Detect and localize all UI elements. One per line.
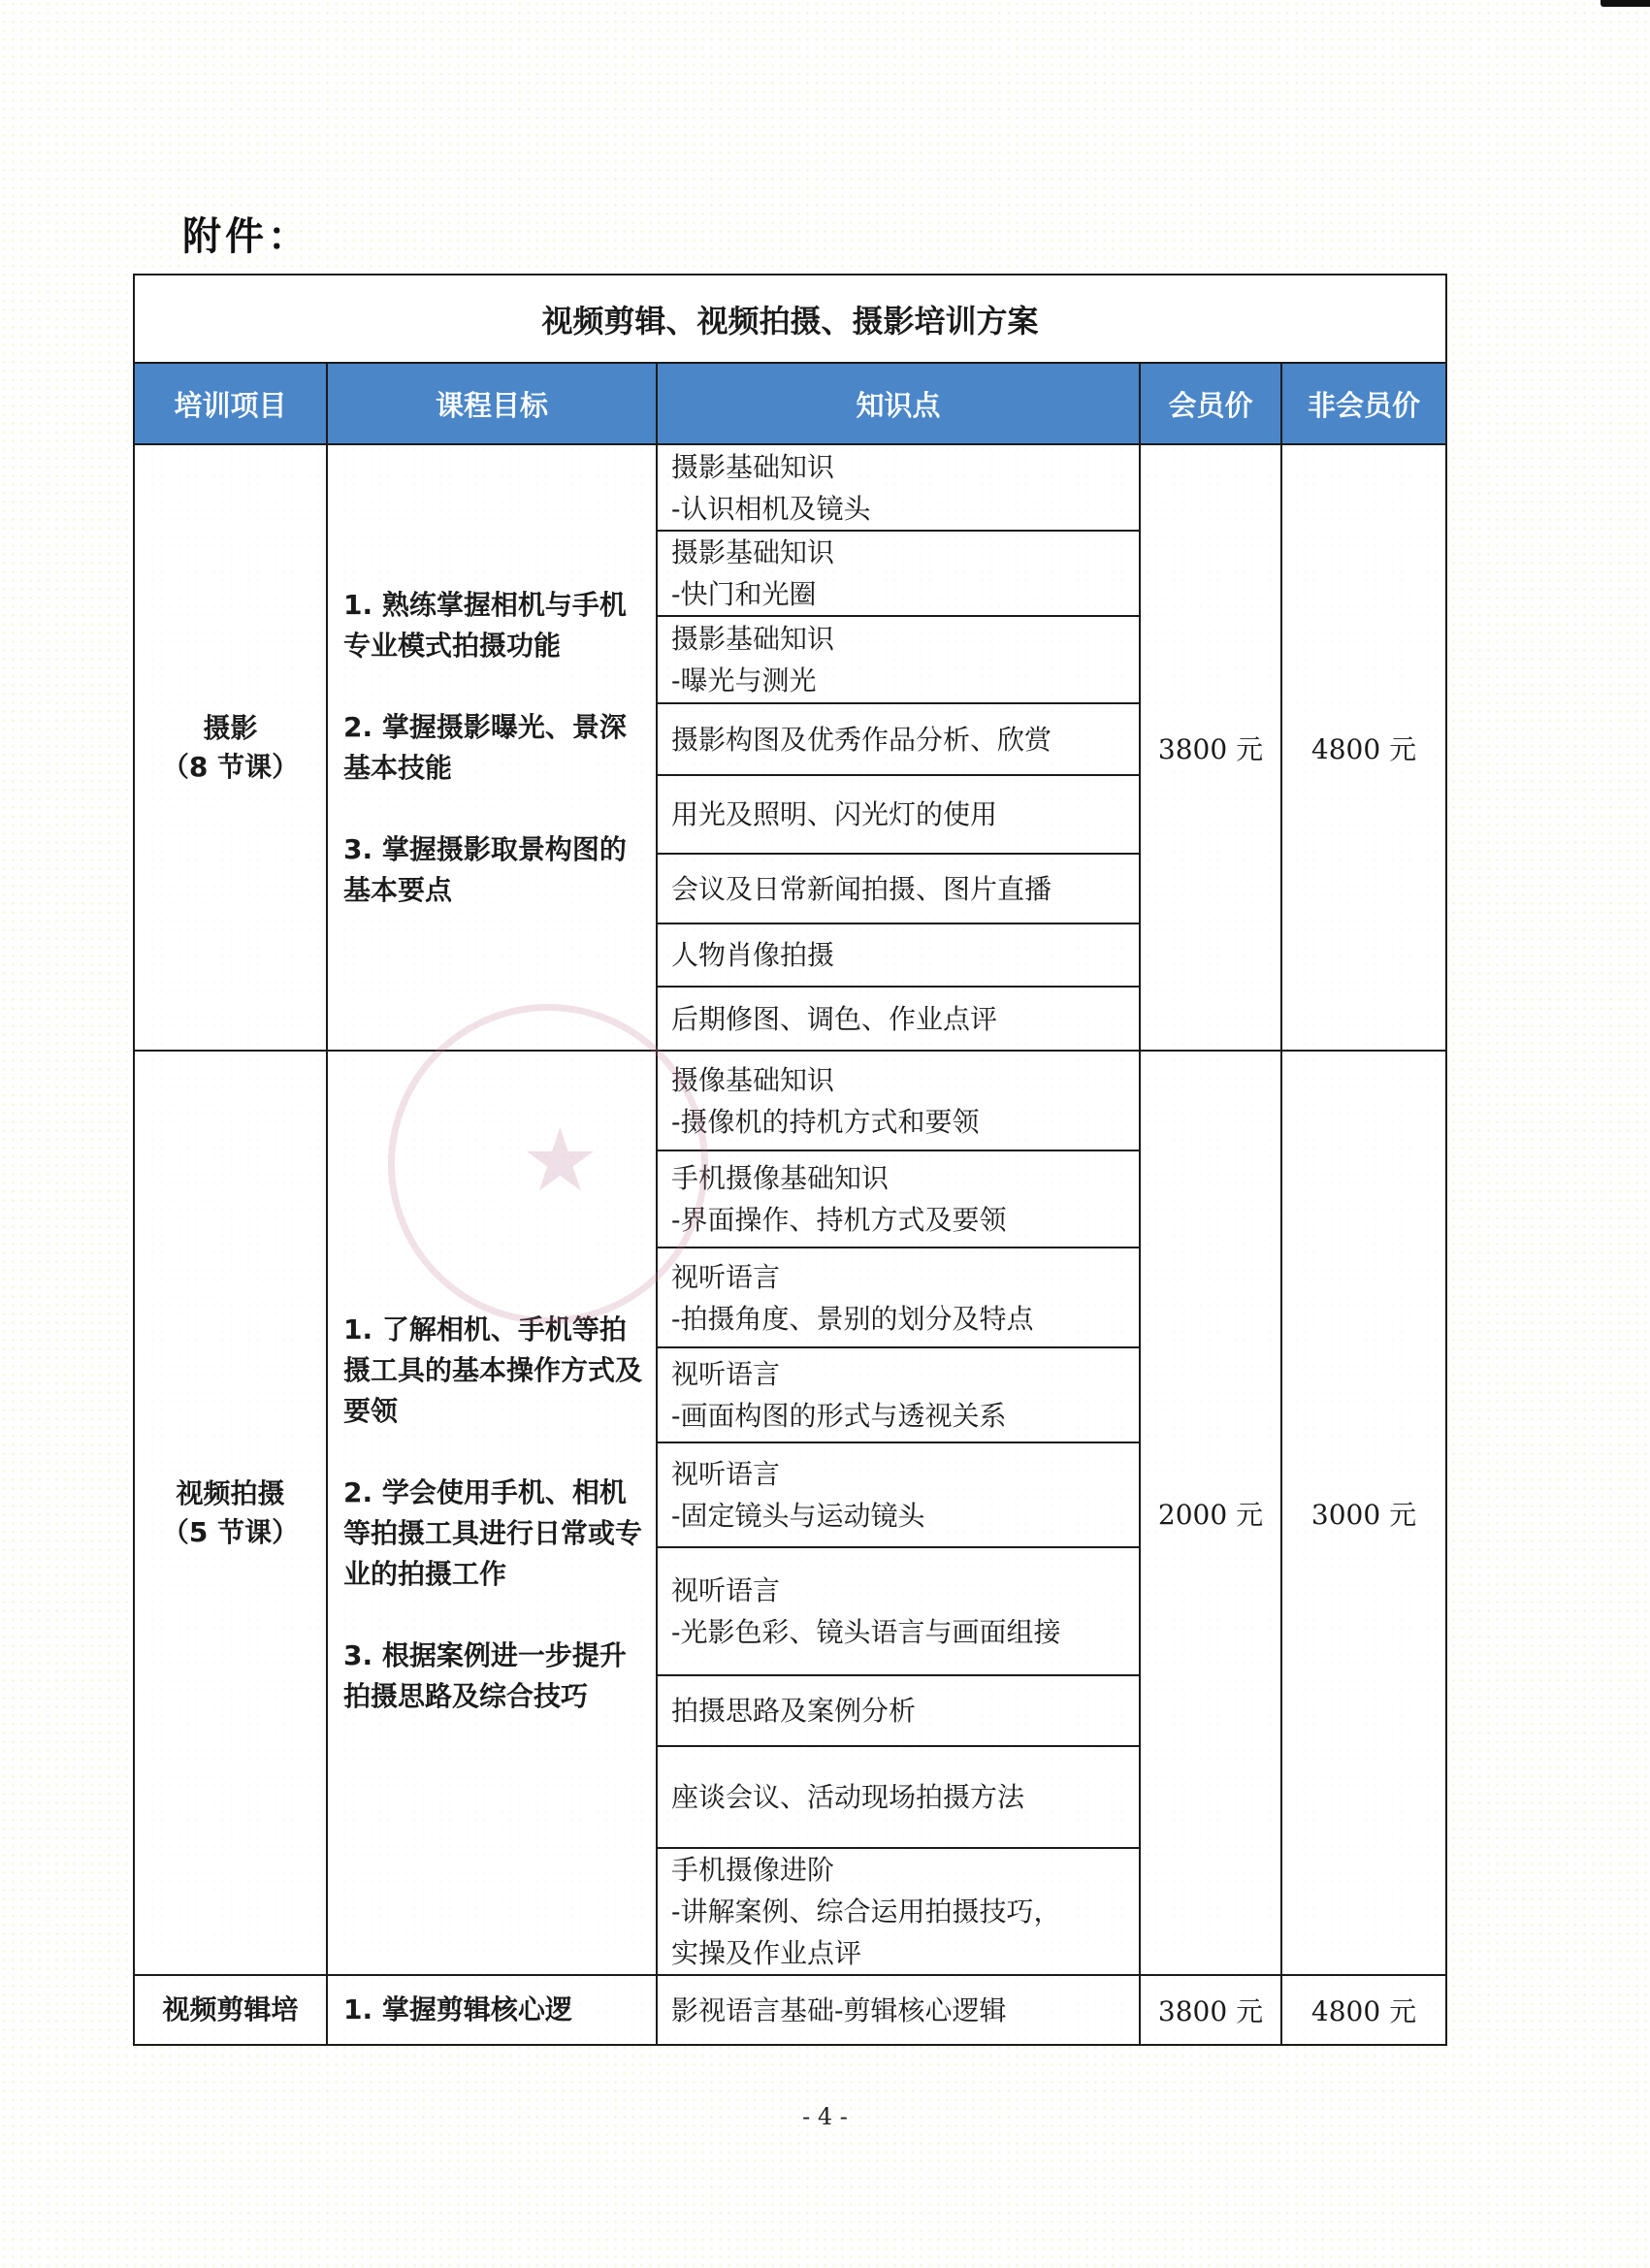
knowledge-point: 用光及照明、闪光灯的使用 bbox=[657, 775, 1140, 854]
project-cell-video-shooting bbox=[134, 1051, 327, 1975]
header-member-price: 会员价 bbox=[1140, 363, 1281, 444]
table-title: 视频剪辑、视频拍摄、摄影培训方案 bbox=[134, 275, 1446, 363]
header-nonmember-price: 非会员价 bbox=[1281, 363, 1446, 444]
nonmember-price: 4800 元 bbox=[1281, 1975, 1446, 2045]
star-icon: ★ bbox=[521, 1110, 599, 1212]
knowledge-point: 拍摄思路及案例分析 bbox=[657, 1675, 1140, 1746]
member-price: 2000 元 bbox=[1140, 1051, 1281, 1975]
nonmember-price: 4800 元 bbox=[1281, 444, 1446, 1051]
project-cell-photography bbox=[134, 444, 327, 1051]
header-project: 培训项目 bbox=[134, 363, 327, 444]
goal-item: 2. 掌握摄影曝光、景深基本技能 bbox=[343, 710, 627, 784]
header-goal: 课程目标 bbox=[327, 363, 657, 444]
knowledge-point: 视听语言 -光影色彩、镜头语言与画面组接 bbox=[657, 1547, 1140, 1675]
header-knowledge: 知识点 bbox=[657, 363, 1140, 444]
knowledge-point: 视听语言 -拍摄角度、景别的划分及特点 bbox=[657, 1247, 1140, 1347]
goal-cell-photography bbox=[327, 444, 657, 1051]
knowledge-point: 视听语言 -固定镜头与运动镜头 bbox=[657, 1442, 1140, 1547]
table-row bbox=[134, 1051, 1446, 1150]
training-plan-table bbox=[133, 274, 1447, 2046]
member-price: 3800 元 bbox=[1140, 1975, 1281, 2045]
knowledge-point: 摄像基础知识 -摄像机的持机方式和要领 bbox=[657, 1051, 1140, 1150]
project-name: 视频拍摄 bbox=[176, 1476, 285, 1509]
project-name: 摄影 bbox=[203, 711, 258, 744]
knowledge-point: 手机摄像进阶 -讲解案例、综合运用拍摄技巧， 实操及作业点评 bbox=[657, 1848, 1140, 1975]
knowledge-point: 摄影基础知识 -曝光与测光 bbox=[657, 616, 1140, 703]
knowledge-point: 摄影构图及优秀作品分析、欣赏 bbox=[657, 703, 1140, 775]
table-header-row bbox=[134, 363, 1446, 444]
project-lessons: （5 节课） bbox=[161, 1515, 300, 1548]
table-row bbox=[134, 1975, 1446, 2045]
knowledge-point: 摄影基础知识 -快门和光圈 bbox=[657, 531, 1140, 616]
goal-cell-video-shooting bbox=[327, 1051, 657, 1975]
table-row bbox=[134, 444, 1446, 531]
goal-item: 3. 根据案例进一步提升拍摄思路及综合技巧 bbox=[343, 1638, 627, 1712]
nonmember-price: 3000 元 bbox=[1281, 1051, 1446, 1975]
knowledge-point: 会议及日常新闻拍摄、图片直播 bbox=[657, 854, 1140, 923]
goal-item: 1. 熟练掌握相机与手机专业模式拍摄功能 bbox=[343, 588, 627, 662]
goal-cell-video-editing: 1. 掌握剪辑核心逻 bbox=[327, 1975, 657, 2045]
member-price: 3800 元 bbox=[1140, 444, 1281, 1051]
page-number: - 4 - bbox=[802, 2103, 848, 2130]
knowledge-point: 视听语言 -画面构图的形式与透视关系 bbox=[657, 1347, 1140, 1442]
knowledge-point: 后期修图、调色、作业点评 bbox=[657, 987, 1140, 1051]
knowledge-point: 影视语言基础-剪辑核心逻辑 bbox=[657, 1975, 1140, 2045]
project-lessons: （8 节课） bbox=[161, 750, 300, 783]
knowledge-point: 座谈会议、活动现场拍摄方法 bbox=[657, 1746, 1140, 1848]
knowledge-point: 手机摄像基础知识 -界面操作、持机方式及要领 bbox=[657, 1150, 1140, 1247]
goal-item: 3. 掌握摄影取景构图的基本要点 bbox=[343, 832, 627, 906]
attachment-label: 附件： bbox=[182, 214, 310, 259]
project-cell-video-editing: 视频剪辑培 bbox=[134, 1975, 327, 2045]
goal-item: 1. 了解相机、手机等拍摄工具的基本操作方式及要领 bbox=[343, 1312, 643, 1427]
knowledge-point: 摄影基础知识 -认识相机及镜头 bbox=[657, 444, 1140, 531]
knowledge-point: 人物肖像拍摄 bbox=[657, 923, 1140, 987]
scan-corner-mark bbox=[1601, 0, 1650, 7]
goal-item: 2. 学会使用手机、相机等拍摄工具进行日常或专业的拍摄工作 bbox=[343, 1475, 643, 1590]
